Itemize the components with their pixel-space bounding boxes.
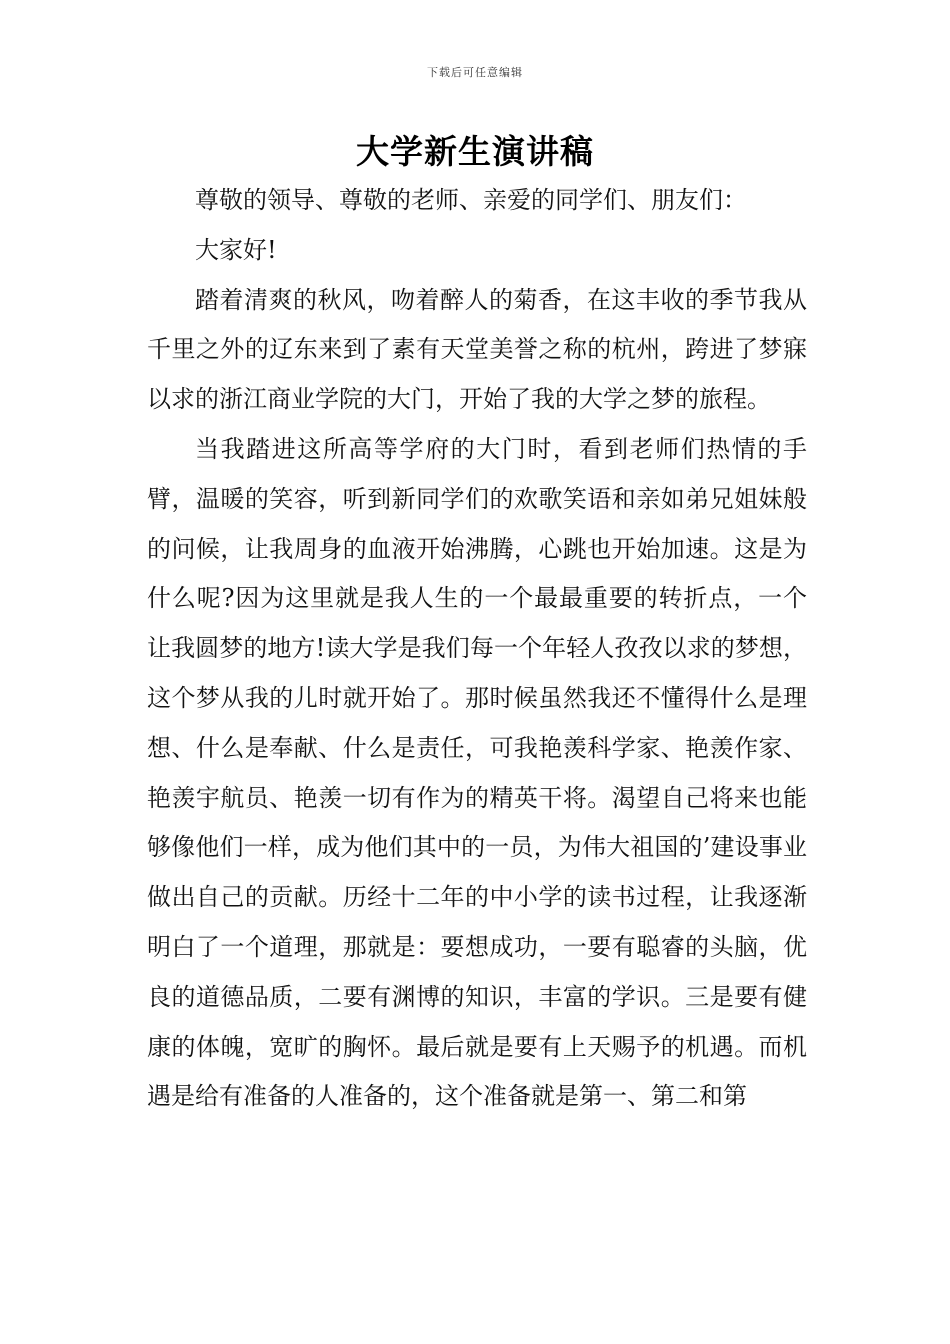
- paragraph-reflection: 当我踏进这所高等学府的大门时，看到老师们热情的手臂，温暖的笑容，听到新同学们的欢歌笑语和亲如弟兄姐妹般的问候，让我周身的血液开始沸腾，心跳也开始加速。这是为什么呢?因为这里就是我人生的一个最最重要的转折点，一个让我圆梦的地方!读大学是我们每一个年轻人孜孜以求的梦想，这个梦从我的儿时就开始了。那时候虽然我还不懂得什么是理想、什么是奉献、什么是责任，可我艳羡科学家、艳羡作家、艳羡宇航员、艳羡一切有作为的精英干将。渴望自己将来也能够像他们一样，成为他们其中的一员，为伟大祖国的’建设事业做出自己的贡献。历经十二年的中小学的读书过程，让我逐渐明白了一个道理，那就是：要想成功，一要有聪睿的头脑，优良的道德品质，二要有渊博的知识，丰富的学识。三是要有健康的体魄，宽旷的胸怀。最后就是要有上天赐予的机遇。而机遇是给有准备的人准备的，这个准备就是第一、第二和第: [147, 434, 807, 1111]
- paragraph-arrival: 踏着清爽的秋风，吻着醉人的菊香，在这丰收的季节我从千里之外的辽东来到了素有天堂美誉之称的杭州，跨进了梦寐以求的浙江商业学院的大门，开始了我的大学之梦的旅程。: [147, 285, 807, 414]
- header-note: 下载后可任意编辑: [427, 66, 523, 79]
- paragraph-hello: 大家好!: [195, 235, 277, 264]
- document-title: 大学新生演讲稿: [356, 132, 594, 171]
- document-body: [147, 176, 807, 1122]
- paragraph-greeting: 尊敬的领导、尊敬的老师、亲爱的同学们、朋友们：: [195, 186, 747, 214]
